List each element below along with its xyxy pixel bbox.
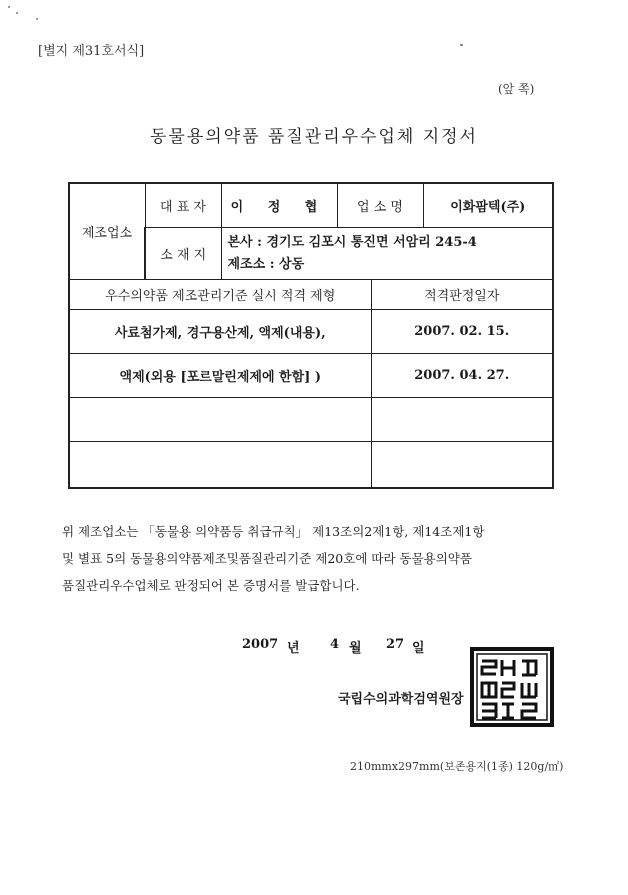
- scan-speck: [8, 6, 10, 8]
- address-label: 소 재 지: [145, 227, 221, 279]
- address-value: [221, 227, 553, 279]
- table-row: [69, 397, 553, 441]
- statement-line: 및 별표 5의 동물용의약품제조및품질관리기준 제20호에 따라 동물용의약품: [62, 551, 472, 566]
- representative-value: 이 정 협: [221, 183, 337, 227]
- statement-line: 품질관리우수업체로 판정되어 본 증명서를 발급합니다.: [62, 578, 360, 593]
- approval-date-header: 적격판정일자: [371, 279, 553, 309]
- approval-date-cell: 2007. 04. 27.: [371, 353, 553, 397]
- dosage-form-cell: 액제(외용 [포르말린제제에 한함] ): [69, 353, 371, 397]
- certificate-table: [68, 182, 554, 489]
- dosage-form-header: 우수의약품 제조관리기준 실시 적격 제형: [69, 279, 371, 309]
- dosage-form-cell: [69, 441, 371, 488]
- scan-speck: [16, 12, 18, 14]
- address-line-factory: 제조소 : 상동: [227, 257, 305, 272]
- table-row: [69, 441, 553, 488]
- scan-speck: [460, 44, 463, 46]
- issue-day: 27: [386, 637, 405, 652]
- statement-line: 위 제조업소는 「동물용 의약품등 취급규칙」 제13조의2제1항, 제14조제1항: [62, 524, 485, 539]
- scan-speck: [36, 18, 38, 20]
- representative-label: 대 표 자: [145, 183, 221, 227]
- official-seal-icon: [470, 647, 554, 727]
- approval-date-cell: [371, 441, 553, 488]
- page-side-label: (앞 쪽): [498, 82, 535, 96]
- manufacturer-section-label: 제조업소: [69, 183, 145, 279]
- approval-date-cell: 2007. 02. 15.: [371, 309, 553, 353]
- dosage-form-cell: 사료첨가제, 경구용산제, 액제(내용),: [69, 309, 371, 353]
- document-title: 동물용의약품 품질관리우수업체 지정서: [150, 127, 478, 147]
- paper-spec: 210mmx297mm(보존용지(1종) 120g/㎡): [350, 760, 564, 773]
- issue-year: 2007: [242, 637, 279, 652]
- table-row: [69, 353, 553, 397]
- business-name-label: 업 소 명: [337, 183, 423, 227]
- certification-statement: [62, 518, 567, 599]
- dosage-form-cell: [69, 397, 371, 441]
- address-line-hq: 본사 : 경기도 김포시 통진면 서암리 245-4: [227, 235, 477, 250]
- issue-day-unit: 일: [412, 641, 425, 656]
- approval-date-cell: [371, 397, 553, 441]
- issue-year-unit: 년: [287, 641, 300, 656]
- business-name-value: 이화팜텍(주): [423, 183, 553, 227]
- form-number: [별지 제31호서식]: [38, 44, 145, 59]
- table-row: [69, 309, 553, 353]
- issue-month: 4: [330, 637, 340, 652]
- issue-month-unit: 월: [349, 641, 362, 656]
- issuer-name: 국립수의과학검역원장: [338, 692, 464, 707]
